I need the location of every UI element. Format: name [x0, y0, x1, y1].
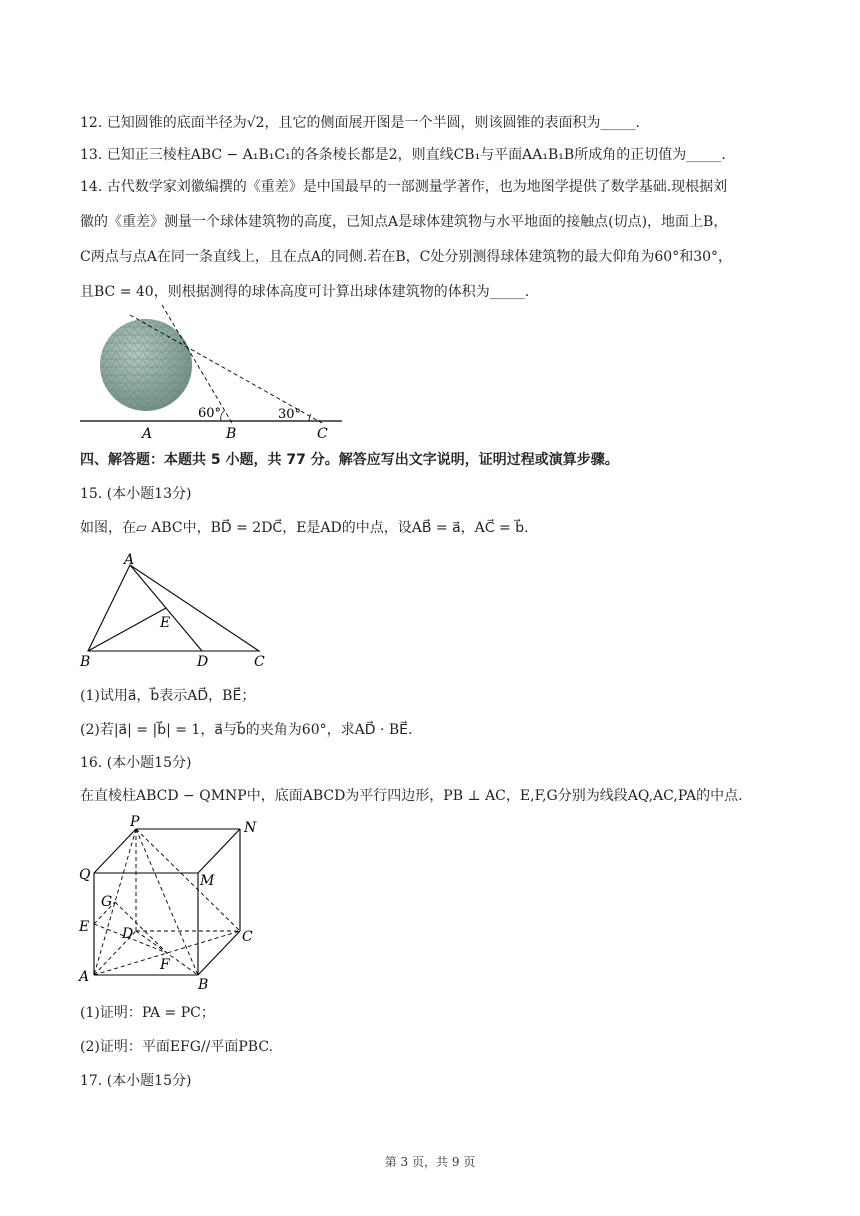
point-g-label: G	[101, 894, 113, 910]
page-footer: 第 3 页，共 9 页	[384, 1155, 476, 1169]
vertex-n-label: N	[244, 820, 257, 836]
question-17-title: 17. (本小题15分)	[80, 1073, 192, 1089]
triangle-abc	[88, 565, 259, 651]
question-12: 12. 已知圆锥的底面半径为√2，且它的侧面展开图是一个半圆，则该圆锥的表面积为_____.	[80, 115, 640, 131]
question-14-line-4: 且BC = 40，则根据测得的球体高度可计算出球体建筑物的体积为_____.	[80, 284, 530, 300]
point-b-label: B	[226, 426, 237, 442]
vertex-c-label: C	[254, 654, 265, 670]
question-16-part-1: (1)证明：PA = PC；	[80, 1005, 215, 1021]
question-16-part-2: (2)证明：平面EFG//平面PBC.	[80, 1039, 274, 1055]
vertex-b-label: B	[80, 654, 91, 670]
segment-be	[88, 608, 166, 651]
vertex-a-label: A	[124, 553, 135, 568]
question-14-line-1: 14. 古代数学家刘徽编撰的《重差》是中国最早的一部测量学著作，也为地图学提供了数学基础.现根据刘	[80, 179, 728, 195]
question-13: 13. 已知正三棱柱ABC − A₁B₁C₁的各条棱长都是2，则直线CB₁与平面AA₁B₁B所成角的正切值为_____.	[80, 147, 726, 163]
section-4-heading: 四、解答题：本题共 5 小题，共 77 分。解答应写出文字说明，证明过程或演算步骤。	[80, 452, 619, 468]
prism-figure	[74, 813, 264, 993]
point-e-label: E	[160, 615, 171, 631]
angle-60-label: 60°	[198, 406, 222, 421]
question-15-title: 15. (本小题13分)	[80, 486, 192, 502]
vertex-m-label: M	[200, 873, 215, 889]
sphere-building-figure	[80, 303, 350, 443]
vertex-p-label: P	[130, 814, 140, 830]
point-c-label: C	[317, 426, 328, 442]
question-14-line-2: 徽的《重差》测量一个球体建筑物的高度，已知点A是球体建筑物与水平地面的接触点(切点)，地面上B，	[80, 214, 728, 230]
vertex-c-label: C	[242, 929, 253, 945]
question-15-part-1: (1)试用a⃗，b⃗表示AD⃗，BE⃗；	[80, 688, 256, 704]
triangle-abc-figure	[74, 553, 274, 671]
vertex-d-label: D	[122, 926, 134, 942]
point-e-label: E	[79, 919, 90, 935]
point-f-label: F	[160, 957, 170, 973]
question-16-title: 16. (本小题15分)	[80, 755, 192, 771]
vertex-b-label: B	[198, 977, 209, 993]
vertex-q-label: Q	[79, 867, 91, 883]
question-15-part-2: (2)若|a⃗| = |b⃗| = 1，a⃗与b⃗的夹角为60°，求AD⃗ · BE⃗.	[80, 722, 413, 738]
angle-30-label: 30°	[278, 407, 302, 422]
question-16-stem: 在直棱柱ABCD − QMNP中，底面ABCD为平行四边形，PB ⊥ AC，E,F,G分别为线段AQ,AC,PA的中点.	[80, 788, 743, 804]
vertex-a-label: A	[79, 969, 90, 985]
point-a-label: A	[142, 426, 153, 442]
question-14-line-3: C两点与点A在同一条直线上，且在点A的同侧.若在B，C处分别测得球体建筑物的最大仰角为60°和30°，	[80, 249, 733, 265]
question-15-stem: 如图，在▱ ABC中，BD⃗ = 2DC⃗，E是AD的中点，设AB⃗ = a⃗，AC⃗ = b⃗.	[80, 520, 529, 536]
point-d-label: D	[197, 654, 209, 670]
